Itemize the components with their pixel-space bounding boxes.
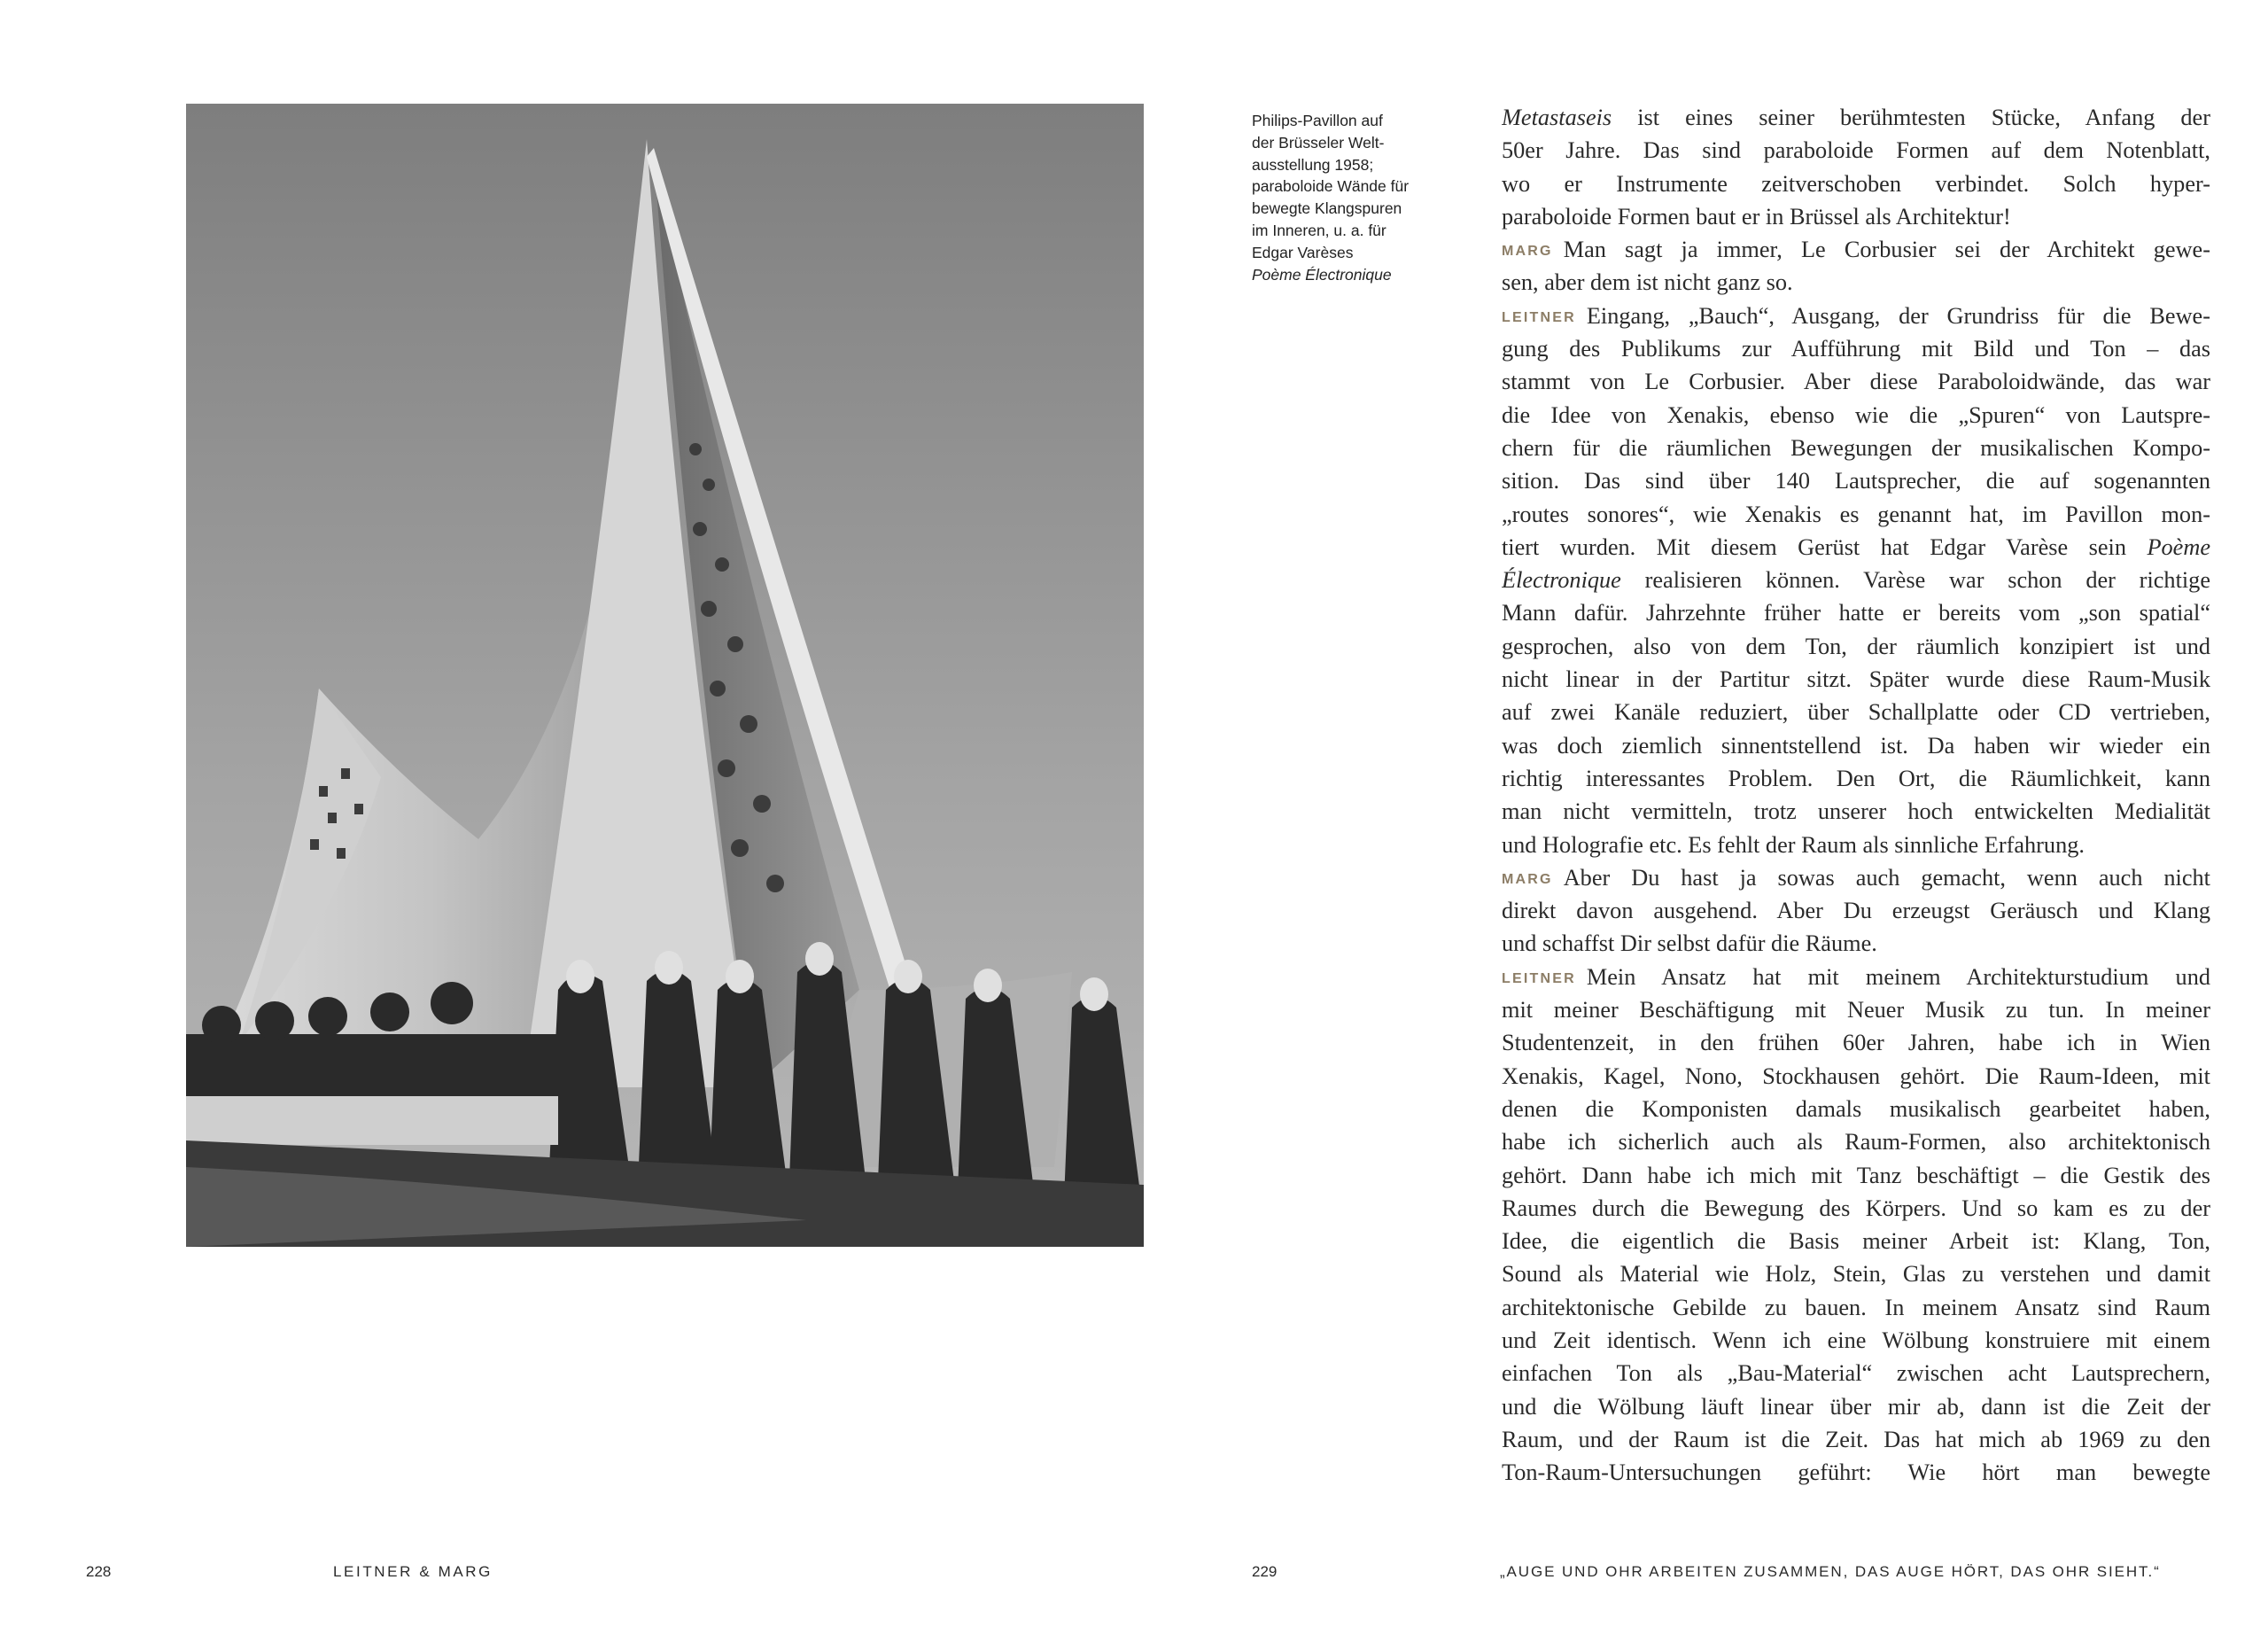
text-line [1502, 531, 2210, 564]
running-head-left: LEITNER & MARG [333, 1563, 493, 1580]
caption-line: paraboloide Wände für [1252, 177, 1410, 196]
photo-caption [1252, 110, 1442, 285]
text-line: richtig interessantes Problem. Den Ort, die Räumlichkeit, kann [1502, 765, 2210, 791]
text-line: und Zeit identisch. Wenn ich eine Wölbung konstruiere mit einem [1502, 1327, 2210, 1353]
text-line [1502, 564, 2210, 596]
text-line: architektonische Gebilde zu bauen. In meinem Ansatz sind Raum [1502, 1294, 2210, 1320]
interview-text [1502, 101, 2210, 1489]
pavilion-photo [186, 104, 1144, 1247]
text-line: und die Wölbung läuft linear über mir ab, dann ist die Zeit der [1502, 1393, 2210, 1420]
speaker-label: MARG [1502, 871, 1553, 887]
text-line: mit meiner Beschäftigung mit Neuer Musik zu tun. In meiner [1502, 997, 2210, 1023]
text-fragment: realisieren können. Varèse war schon der richtige [1620, 567, 2210, 594]
text-line: einfachen Ton als „Bau-Material“ zwischen acht Lautsprechern, [1502, 1360, 2210, 1387]
speaker-label: LEITNER [1502, 309, 1576, 325]
work-title: Poème [2147, 533, 2210, 560]
text-line: paraboloide Formen baut er in Brüssel als Architektur! [1502, 203, 2011, 230]
caption-line: Edgar Varèses [1252, 243, 1354, 261]
caption-work-title: Poème Électronique [1252, 265, 1392, 284]
text-line: Idee, die eigentlich die Basis meiner Arbeit ist: Klang, Ton, [1502, 1228, 2210, 1255]
text-line: gesprochen, also von dem Ton, der räumlich konzipiert ist und [1502, 633, 2210, 659]
text-line: auf zwei Kanäle reduziert, über Schallplatte oder CD vertrieben, [1502, 699, 2210, 726]
text-line: sition. Das sind über 140 Lautsprecher, die auf sogenannten [1502, 468, 2210, 494]
text-line: chern für die räumlichen Bewegungen der musikalischen Kompo- [1502, 434, 2210, 461]
text-line: habe ich sicherlich auch als Raum-Formen, also architektonisch [1502, 1129, 2210, 1156]
text-line: Xenakis, Kagel, Nono, Stockhausen gehört. Die Raum-Ideen, mit [1502, 1062, 2210, 1089]
text-fragment: tiert wurden. Mit diesem Gerüst hat Edgar Varèse sein [1502, 533, 2148, 560]
text-line: direkt davon ausgehend. Aber Du erzeugst Geräusch und Klang [1502, 898, 2210, 924]
text-line: man nicht vermitteln, trotz unserer hoch entwickelten Medialität [1502, 798, 2210, 825]
text-fragment: Eingang, „Bauch“, Ausgang, der Grundriss für die Bewe- [1586, 302, 2210, 329]
page-number-left: 228 [86, 1563, 112, 1580]
text-line: die Idee von Xenakis, ebenso wie die „Spuren“ von Lautspre- [1502, 401, 2210, 428]
work-title: Électronique [1502, 567, 1621, 594]
text-fragment: Mein Ansatz hat mit meinem Architekturstudium und [1586, 963, 2210, 990]
text-line: 50er Jahre. Das sind paraboloide Formen auf dem Notenblatt, [1502, 137, 2210, 164]
text-line: Raum, und der Raum ist die Zeit. Das hat mich ab 1969 zu den [1502, 1426, 2210, 1452]
text-line: sen, aber dem ist nicht ganz so. [1502, 269, 1793, 296]
text-line: gehört. Dann habe ich mich mit Tanz beschäftigt – die Gestik des [1502, 1162, 2210, 1188]
caption-line: Philips-Pavillon auf [1252, 112, 1383, 129]
speaker-line [1502, 961, 2210, 993]
text-line: gung des Publikums zur Aufführung mit Bild und Ton – das [1502, 336, 2210, 362]
speaker-line [1502, 233, 2210, 266]
text-line: und schaffst Dir selbst dafür die Räume. [1502, 930, 1877, 957]
speaker-label: LEITNER [1502, 970, 1576, 986]
caption-line: bewegte Klangspuren [1252, 199, 1402, 218]
caption-line: der Brüsseler Welt- [1252, 133, 1385, 152]
work-title: Metastaseis [1502, 105, 1612, 130]
text-line [1502, 101, 2210, 134]
text-line: und Holografie etc. Es fehlt der Raum als sinnliche Erfahrung. [1502, 831, 2085, 858]
text-line: Mann dafür. Jahrzehnte früher hatte er bereits vom „son spatial“ [1502, 600, 2210, 627]
text-line: „routes sonores“, wie Xenakis es genannt hat, im Pavillon mon- [1502, 501, 2210, 527]
text-line: stammt von Le Corbusier. Aber diese Paraboloidwände, das war [1502, 369, 2210, 395]
text-line: wo er Instrumente zeitverschoben verbindet. Solch hyper- [1502, 170, 2210, 197]
text-line: Ton-Raum-Untersuchungen geführt: Wie hört man bewegte [1502, 1459, 2210, 1486]
text-fragment: Man sagt ja immer, Le Corbusier sei der Architekt gewe- [1563, 237, 2210, 263]
page-number-right: 229 [1252, 1563, 1278, 1580]
speaker-line [1502, 861, 2210, 894]
speaker-line [1502, 300, 2210, 332]
text-fragment: ist eines seiner berühmtesten Stücke, Anfang der [1612, 105, 2210, 130]
text-line: denen die Komponisten damals musikalisch gearbeitet haben, [1502, 1095, 2210, 1122]
running-head-right: „AUGE UND OHR ARBEITEN ZUSAMMEN, DAS AUGE HÖRT, DAS OHR SIEHT.“ [1500, 1563, 2161, 1580]
speaker-label: MARG [1502, 244, 1553, 260]
text-line: was doch ziemlich sinnentstellend ist. Da haben wir wieder ein [1502, 732, 2210, 759]
caption-line: ausstellung 1958; [1252, 155, 1374, 174]
caption-line: im Inneren, u. a. für [1252, 221, 1386, 239]
text-line: Sound als Material wie Holz, Stein, Glas zu verstehen und damit [1502, 1261, 2210, 1288]
text-line: nicht linear in der Partitur sitzt. Später wurde diese Raum-Musik [1502, 666, 2210, 693]
text-fragment: Aber Du hast ja sowas auch gemacht, wenn auch nicht [1563, 864, 2210, 891]
text-line: Studentenzeit, in den frühen 60er Jahren, habe ich in Wien [1502, 1030, 2210, 1056]
pavilion-illustration [186, 104, 1144, 1247]
text-line: Raumes durch die Bewegung des Körpers. Und so kam es zu der [1502, 1195, 2210, 1221]
